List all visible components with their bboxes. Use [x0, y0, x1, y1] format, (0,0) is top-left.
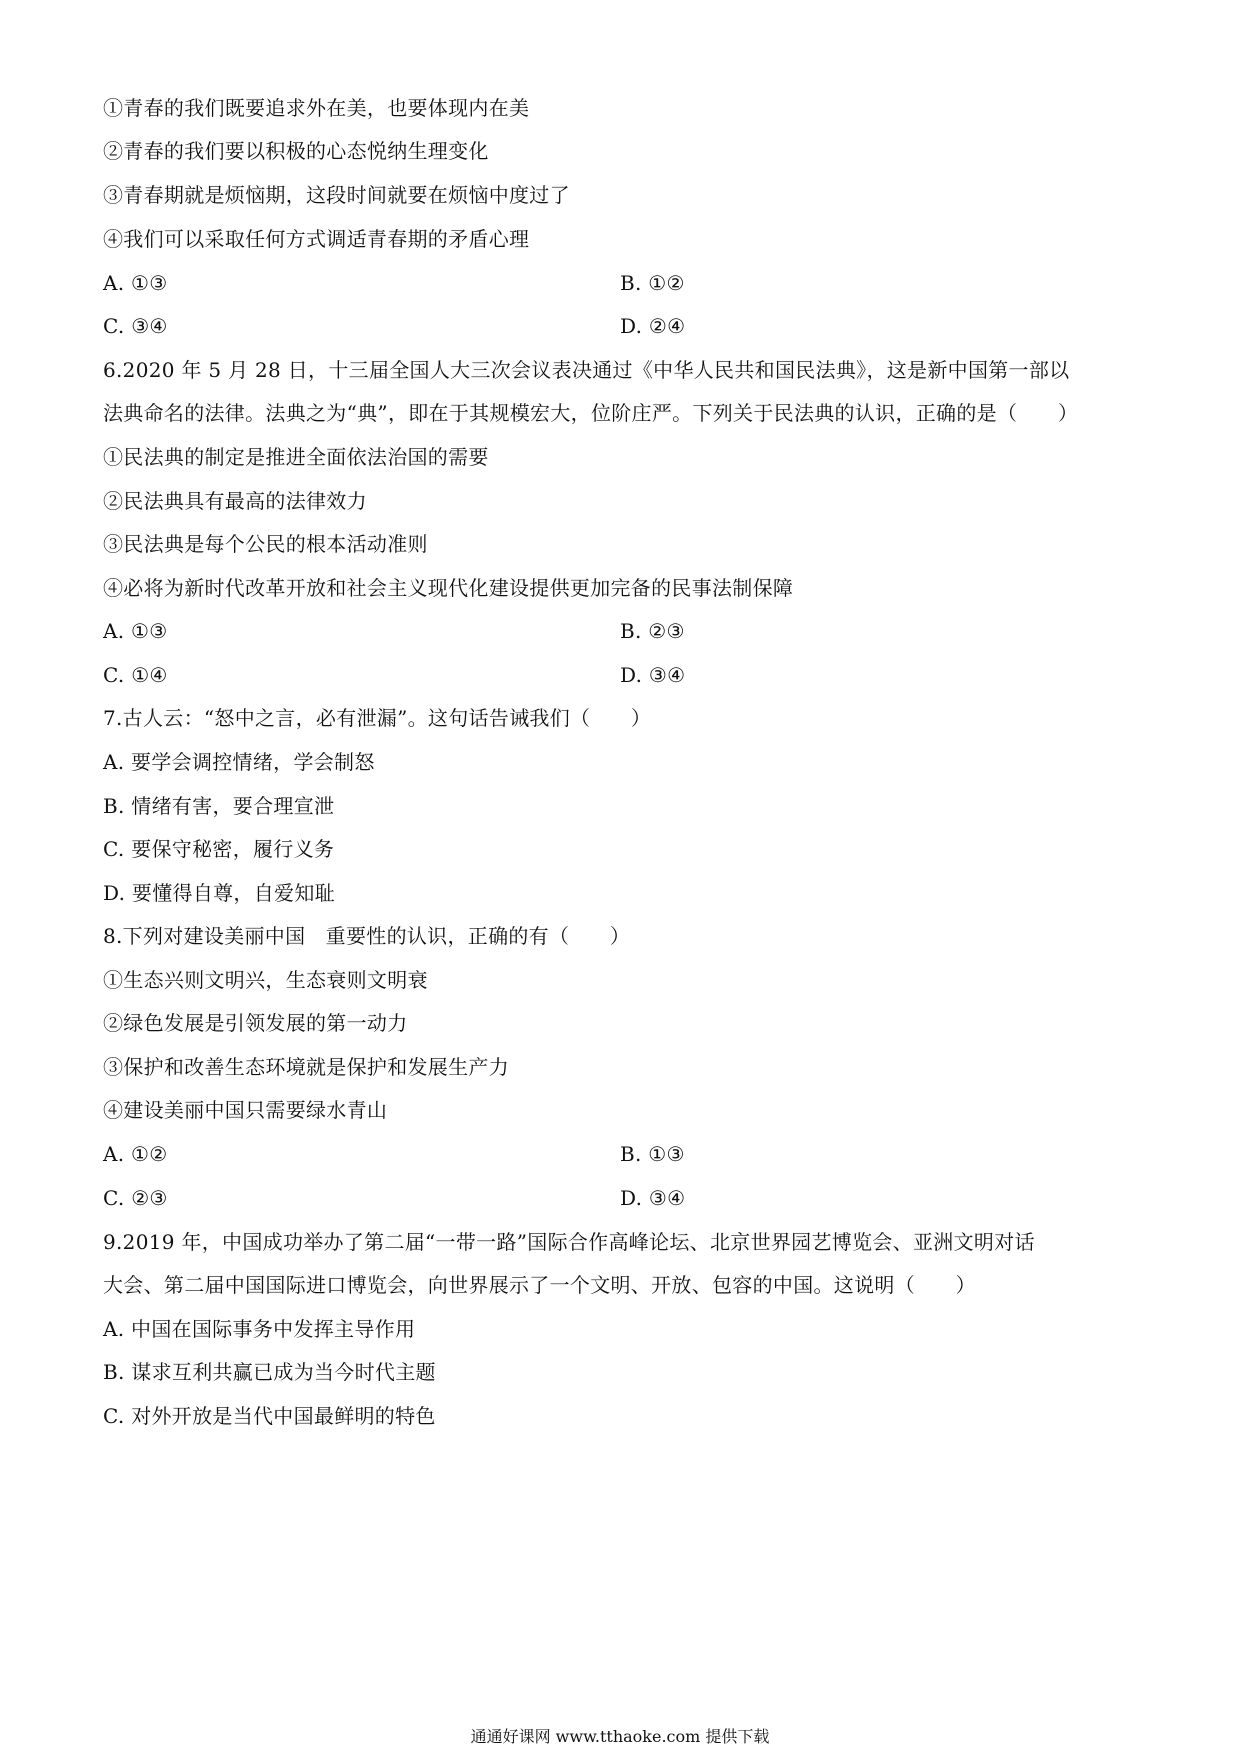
q8-option-c: C. ②③ [103, 1186, 168, 1210]
q5-statement-2: ②青春的我们要以积极的心态悦纳生理变化 [103, 139, 489, 163]
q6-option-b: B. ②③ [620, 619, 685, 643]
q5-statement-4: ④我们可以采取任何方式调适青春期的矛盾心理 [103, 227, 530, 251]
q9-stem-line-1: 9.2019 年，中国成功举办了第二届“一带一路”国际合作高峰论坛、北京世界园艺博览会、亚洲文明对话 [103, 1230, 1035, 1254]
q6-statement-3: ③民法典是每个公民的根本活动准则 [103, 532, 428, 556]
q9-option-a: A. 中国在国际事务中发挥主导作用 [103, 1317, 416, 1341]
q7-option-d: D. 要懂得自尊，自爱知耻 [103, 881, 335, 905]
q6-option-c: C. ①④ [103, 663, 168, 687]
page-footer: 通通好课网 www.tthaoke.com 提供下载 [470, 1727, 770, 1746]
q6-stem-line-2: 法典命名的法律。法典之为“典”，即在于其规模宏大，位阶庄严。下列关于民法典的认识，正确的是（ ） [103, 401, 1079, 425]
q9-option-c: C. 对外开放是当代中国最鲜明的特色 [103, 1404, 436, 1428]
q8-option-a: A. ①② [103, 1142, 168, 1166]
q8-option-d: D. ③④ [620, 1186, 686, 1210]
q7-option-a: A. 要学会调控情绪，学会制怒 [103, 750, 375, 774]
q8-statement-3: ③保护和改善生态环境就是保护和发展生产力 [103, 1055, 509, 1079]
q6-statement-2: ②民法典具有最高的法律效力 [103, 489, 367, 513]
q6-option-a: A. ①③ [103, 619, 168, 643]
q5-statement-1: ①青春的我们既要追求外在美，也要体现内在美 [103, 96, 530, 120]
q5-option-c: C. ③④ [103, 314, 168, 338]
q8-statement-4: ④建设美丽中国只需要绿水青山 [103, 1098, 388, 1122]
q8-stem: 8.下列对建设美丽中国 重要性的认识，正确的有（ ） [103, 924, 631, 948]
q7-option-c: C. 要保守秘密，履行义务 [103, 837, 335, 861]
q9-option-b: B. 谋求互利共赢已成为当今时代主题 [103, 1360, 436, 1384]
q9-stem-line-2: 大会、第二届中国国际进口博览会，向世界展示了一个文明、开放、包容的中国。这说明（ ） [103, 1273, 976, 1297]
q5-statement-3: ③青春期就是烦恼期，这段时间就要在烦恼中度过了 [103, 183, 570, 207]
q7-stem: 7.古人云：“怒中之言，必有泄漏”。这句话告诫我们（ ） [103, 706, 652, 730]
q5-option-b: B. ①② [620, 271, 685, 295]
q7-option-b: B. 情绪有害，要合理宣泄 [103, 794, 335, 818]
q6-option-d: D. ③④ [620, 663, 686, 687]
q8-statement-1: ①生态兴则文明兴，生态衰则文明衰 [103, 968, 428, 992]
q5-option-d: D. ②④ [620, 314, 686, 338]
q8-option-b: B. ①③ [620, 1142, 685, 1166]
q5-option-a: A. ①③ [103, 271, 168, 295]
q6-statement-4: ④必将为新时代改革开放和社会主义现代化建设提供更加完备的民事法制保障 [103, 576, 794, 600]
q8-statement-2: ②绿色发展是引领发展的第一动力 [103, 1011, 408, 1035]
q6-statement-1: ①民法典的制定是推进全面依法治国的需要 [103, 445, 489, 469]
q6-stem-line-1: 6.2020 年 5 月 28 日，十三届全国人大三次会议表决通过《中华人民共和国民法典》，这是新中国第一部以 [103, 358, 1070, 382]
